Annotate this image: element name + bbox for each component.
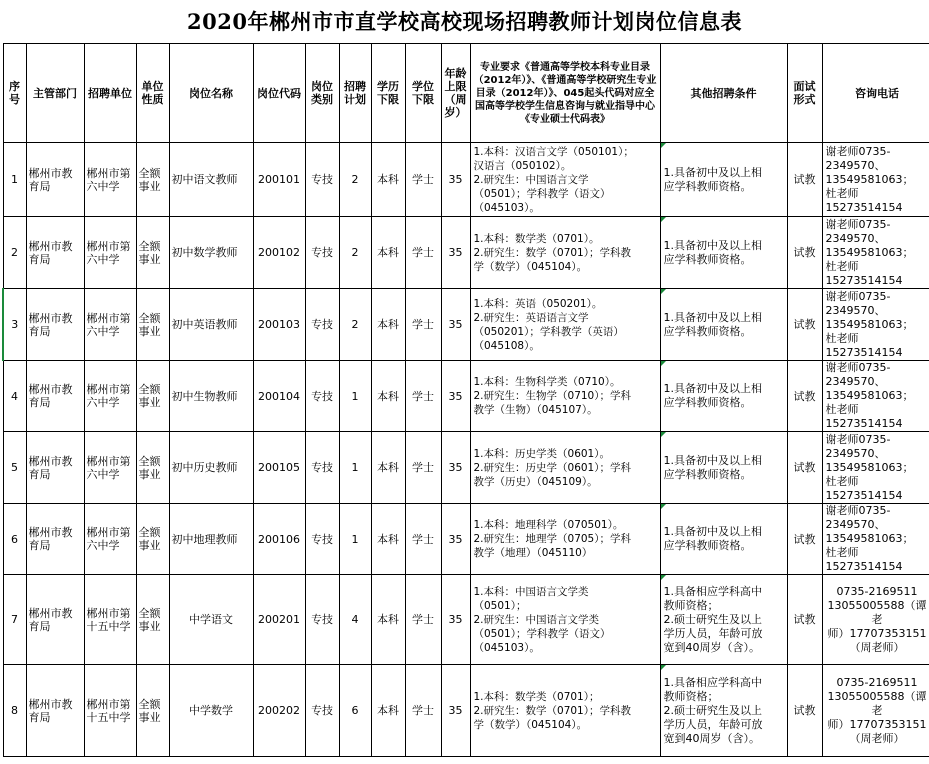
cell-major-requirement-line: 1.本科：历史学类（0601）。 [473,447,610,460]
cell-other-conditions-line: 宽到40周岁（含）。 [663,640,760,654]
cell-other-conditions-line: 应学科教师资格。 [663,467,752,481]
cell-major-requirement [470,504,660,575]
cell-other-conditions [660,504,787,575]
cell-dept: 郴州市教育局 [26,143,84,217]
cell-other-conditions-line: 1.具备初中及以上相 [663,453,762,467]
cell-major-requirement-line: 教学（地理）（045110） [473,547,593,559]
cell-other-conditions-line: 1.具备初中及以上相 [663,525,762,538]
cell-plan: 1 [339,432,371,504]
cell-other-conditions [660,217,787,289]
cell-interview: 试教 [787,504,822,575]
cell-plan: 2 [339,289,371,361]
cell-other-conditions-line: 宽到40周岁（含）。 [663,731,760,745]
cell-other-conditions-line: 应学科教师资格。 [663,396,752,409]
cell-post-name: 初中历史教师 [169,432,253,504]
cell-phone-line: 师）17707353151 [827,717,927,731]
recruitment-table [2,43,929,757]
cell-post-name: 初中英语教师 [169,289,253,361]
cell-plan: 6 [339,665,371,757]
cell-post-type: 专技 [305,361,339,432]
table-row [3,504,929,575]
cell-phone-line: 13549581063； [825,532,914,545]
header-post-type: 岗位类别 [305,44,339,143]
cell-edu: 本科 [371,289,405,361]
cell-dept: 郴州市教育局 [26,504,84,575]
cell-phone-line: 谢老师0735- [825,217,891,231]
cell-major-requirement-line: （050201）；学科教学（英语） [473,325,624,338]
cell-degree: 学士 [405,432,441,504]
cell-major-requirement-line: 汉语言（050102）。 [473,159,572,172]
cell-post-name: 初中数学教师 [169,217,253,289]
cell-nature: 全额事业 [136,289,169,361]
cell-phone [822,504,929,575]
cell-major-requirement [470,665,660,757]
cell-major-requirement-line: 2.研究生：中国语言文学类 [473,613,600,626]
cell-major-requirement-line: 2.研究生：历史学（0601）；学科 [473,461,631,474]
cell-major-requirement-line: 1.本科：生物科学类（0710）。 [473,376,621,388]
cell-major-requirement-line: 教学（生物）（045107）。 [473,404,598,416]
cell-phone-line: 0735-2169511 [836,675,918,689]
cell-major-requirement-line: 2.研究生：数学（0701）；学科教 [473,704,631,717]
cell-nature: 全额事业 [136,361,169,432]
cell-age: 35 [441,665,470,757]
cell-interview: 试教 [787,432,822,504]
cell-phone-line: 谢老师0735- [825,432,891,446]
cell-major-requirement-line: （0501）； [473,599,527,612]
table-row [3,289,929,361]
cell-phone-line: 0735-2169511 [836,584,918,598]
cell-post-code: 200201 [253,575,305,665]
cell-other-conditions [660,361,787,432]
cell-phone-line: 13549581063； [825,172,914,186]
cell-major-requirement-line: （045103）。 [473,201,540,214]
cell-major-requirement-line: 学（数学）（045104）。 [473,260,588,273]
cell-major-requirement-line: （0501）；学科教学（语文） [473,187,611,200]
cell-major-requirement [470,432,660,504]
page-title: 2020年郴州市市直学校高校现场招聘教师计划岗位信息表 [187,9,742,34]
cell-unit: 郴州市第十五中学 [84,665,136,757]
cell-other-conditions [660,575,787,665]
header-post-name: 岗位名称 [169,44,253,143]
cell-major-requirement-line: 2.研究生：英语语言文学 [473,311,589,324]
cell-degree: 学士 [405,665,441,757]
cell-plan: 2 [339,143,371,217]
cell-seq: 2 [3,217,26,289]
cell-age: 35 [441,217,470,289]
cell-post-name: 初中语文教师 [169,143,253,217]
cell-phone-line: 13549581063； [825,389,914,402]
cell-phone [822,361,929,432]
cell-other-conditions-line: 学历人员，年龄可放 [663,717,763,731]
table-row [3,361,929,432]
cell-major-requirement-line: 1.本科：数学类（0701）； [473,690,600,703]
cell-seq: 1 [3,143,26,217]
cell-post-name: 初中地理教师 [169,504,253,575]
cell-post-type: 专技 [305,143,339,217]
table-row [3,432,929,504]
cell-post-code: 200101 [253,143,305,217]
cell-major-requirement-line: 1.本科：数学类（0701）。 [473,232,600,245]
cell-phone-line: 杜老师15273514154 [825,331,903,359]
cell-post-code: 200106 [253,504,305,575]
cell-other-conditions-line: 2.硕士研究生及以上 [663,612,762,626]
header-degree: 学位下限 [405,44,441,143]
cell-post-code: 200202 [253,665,305,757]
cell-phone [822,143,929,217]
cell-unit: 郴州市第十五中学 [84,575,136,665]
cell-age: 35 [441,289,470,361]
cell-post-type: 专技 [305,575,339,665]
header-dept: 主管部门 [26,44,84,143]
table-row [3,143,929,217]
cell-major-requirement-line: 2.研究生：中国语言文学 [473,173,589,186]
cell-phone-line: 杜老师15273514154 [825,259,903,287]
cell-phone [822,432,929,504]
cell-edu: 本科 [371,432,405,504]
header-major-requirement: 专业要求《普通高等学校本科专业目录（2012年）》、《普通高等学校研究生专业目录（2012年）》、045起头代码对应全国高等学校学生信息咨询与就业指导中心《专业硕士代码表》 [470,44,660,143]
cell-major-requirement-line: 1.本科：汉语言文学（050101）； [473,145,634,158]
cell-nature: 全额事业 [136,432,169,504]
cell-phone-line: 2349570、 [825,158,886,172]
cell-unit: 郴州市第六中学 [84,432,136,504]
cell-phone [822,289,929,361]
cell-major-requirement [470,217,660,289]
cell-other-conditions [660,143,787,217]
cell-phone-line: 杜老师15273514154 [825,403,903,430]
cell-major-requirement [470,289,660,361]
cell-nature: 全额事业 [136,575,169,665]
cell-phone-line: 谢老师0735- [825,504,891,517]
cell-edu: 本科 [371,217,405,289]
cell-edu: 本科 [371,575,405,665]
cell-post-name: 中学数学 [169,665,253,757]
cell-other-conditions-line: 1.具备初中及以上相 [663,238,762,252]
cell-post-type: 专技 [305,217,339,289]
cell-seq: 6 [3,504,26,575]
cell-interview: 试教 [787,361,822,432]
cell-phone-line: 13055005588（谭老 [827,598,927,626]
cell-phone-line: （周老师） [849,731,905,745]
cell-dept: 郴州市教育局 [26,432,84,504]
cell-edu: 本科 [371,143,405,217]
cell-nature: 全额事业 [136,504,169,575]
cell-phone-line: 13549581063； [825,317,914,331]
cell-unit: 郴州市第六中学 [84,143,136,217]
header-nature: 单位性质 [136,44,169,143]
cell-major-requirement-line: 1.本科：中国语言文学类 [473,585,589,598]
cell-post-name: 中学语文 [169,575,253,665]
cell-phone-line: 师）17707353151 [827,626,927,640]
cell-seq: 7 [3,575,26,665]
cell-major-requirement-line: （045103）。 [473,641,540,654]
cell-age: 35 [441,432,470,504]
cell-edu: 本科 [371,504,405,575]
cell-phone-line: 杜老师15273514154 [825,546,903,573]
cell-post-code: 200104 [253,361,305,432]
cell-interview: 试教 [787,665,822,757]
cell-interview: 试教 [787,143,822,217]
cell-plan: 1 [339,504,371,575]
cell-other-conditions-line: 2.硕士研究生及以上 [663,703,762,717]
cell-post-code: 200102 [253,217,305,289]
cell-other-conditions-line: 1.具备相应学科高中 [663,584,762,598]
cell-phone-line: 13549581063； [825,460,914,474]
cell-dept: 郴州市教育局 [26,289,84,361]
cell-interview: 试教 [787,289,822,361]
cell-dept: 郴州市教育局 [26,575,84,665]
cell-edu: 本科 [371,361,405,432]
cell-interview: 试教 [787,217,822,289]
cell-plan: 4 [339,575,371,665]
cell-major-requirement-line: 教学（历史）（045109）。 [473,475,598,488]
cell-plan: 1 [339,361,371,432]
header-interview: 面试形式 [787,44,822,143]
header-other-conditions: 其他招聘条件 [660,44,787,143]
header-phone: 咨询电话 [822,44,929,143]
cell-major-requirement [470,575,660,665]
header-row [3,44,929,143]
cell-age: 35 [441,361,470,432]
header-post-code: 岗位代码 [253,44,305,143]
header-plan: 招聘计划 [339,44,371,143]
cell-other-conditions-line: 1.具备相应学科高中 [663,675,762,689]
cell-dept: 郴州市教育局 [26,217,84,289]
cell-phone-line: 2349570、 [825,375,886,388]
cell-phone-line: 谢老师0735- [825,144,891,158]
cell-phone-line: 谢老师0735- [825,361,891,374]
cell-phone-line: 2349570、 [825,231,886,245]
cell-other-conditions [660,432,787,504]
cell-phone-line: 杜老师15273514154 [825,474,903,502]
cell-other-conditions-line: 应学科教师资格。 [663,252,752,266]
cell-age: 35 [441,575,470,665]
cell-phone-line: 谢老师0735- [825,289,891,303]
cell-edu: 本科 [371,665,405,757]
cell-major-requirement [470,143,660,217]
cell-unit: 郴州市第六中学 [84,289,136,361]
cell-phone-line: 13055005588（谭老 [827,689,927,717]
cell-other-conditions-line: 教师资格； [663,598,719,612]
cell-major-requirement-line: 2.研究生：数学（0701）；学科教 [473,246,631,259]
table-row [3,575,929,665]
table-body [3,143,929,757]
cell-phone-line: 13549581063； [825,245,914,259]
cell-post-type: 专技 [305,432,339,504]
cell-interview: 试教 [787,575,822,665]
cell-other-conditions-line: 应学科教师资格。 [663,324,752,338]
cell-degree: 学士 [405,504,441,575]
cell-seq: 5 [3,432,26,504]
cell-degree: 学士 [405,143,441,217]
cell-degree: 学士 [405,575,441,665]
cell-major-requirement-line: 2.研究生：地理学（0705）；学科 [473,533,631,545]
cell-other-conditions-line: 教师资格； [663,689,719,703]
cell-major-requirement-line: 2.研究生：生物学（0710）；学科 [473,390,631,402]
header-unit: 招聘单位 [84,44,136,143]
cell-phone-line: 杜老师15273514154 [825,186,903,214]
cell-seq: 3 [3,289,26,361]
cell-dept: 郴州市教育局 [26,665,84,757]
cell-degree: 学士 [405,217,441,289]
cell-age: 35 [441,143,470,217]
cell-age: 35 [441,504,470,575]
cell-other-conditions-line: 应学科教师资格。 [663,179,752,193]
cell-unit: 郴州市第六中学 [84,217,136,289]
cell-other-conditions-line: 1.具备初中及以上相 [663,382,762,395]
cell-major-requirement-line: （0501）；学科教学（语文） [473,627,611,640]
cell-post-type: 专技 [305,504,339,575]
cell-phone [822,665,929,757]
cell-post-type: 专技 [305,665,339,757]
cell-phone-line: 2349570、 [825,303,886,317]
cell-dept: 郴州市教育局 [26,361,84,432]
table-row [3,665,929,757]
cell-seq: 4 [3,361,26,432]
cell-degree: 学士 [405,361,441,432]
cell-phone-line: 2349570、 [825,446,886,460]
cell-major-requirement-line: 1.本科：英语（050201）。 [473,297,603,310]
header-edu: 学历下限 [371,44,405,143]
cell-degree: 学士 [405,289,441,361]
cell-unit: 郴州市第六中学 [84,361,136,432]
cell-major-requirement-line: 学（数学）（045104）。 [473,718,588,731]
cell-post-code: 200105 [253,432,305,504]
cell-phone-line: （周老师） [849,640,905,654]
cell-post-name: 初中生物教师 [169,361,253,432]
cell-seq: 8 [3,665,26,757]
cell-other-conditions-line: 学历人员，年龄可放 [663,626,763,640]
cell-nature: 全额事业 [136,665,169,757]
header-seq: 序号 [3,44,26,143]
cell-phone [822,575,929,665]
cell-other-conditions-line: 1.具备初中及以上相 [663,310,762,324]
cell-phone-line: 2349570、 [825,518,886,531]
header-age: 年龄上限（周岁） [441,44,470,143]
cell-post-code: 200103 [253,289,305,361]
cell-nature: 全额事业 [136,217,169,289]
cell-post-type: 专技 [305,289,339,361]
cell-nature: 全额事业 [136,143,169,217]
cell-unit: 郴州市第六中学 [84,504,136,575]
cell-major-requirement [470,361,660,432]
cell-plan: 2 [339,217,371,289]
cell-phone [822,217,929,289]
cell-major-requirement-line: 1.本科：地理科学（070501）。 [473,519,624,531]
cell-other-conditions-line: 应学科教师资格。 [663,539,752,552]
cell-other-conditions-line: 1.具备初中及以上相 [663,165,762,179]
cell-major-requirement-line: （045108）。 [473,339,540,352]
cell-other-conditions [660,289,787,361]
cell-other-conditions [660,665,787,757]
table-row [3,217,929,289]
